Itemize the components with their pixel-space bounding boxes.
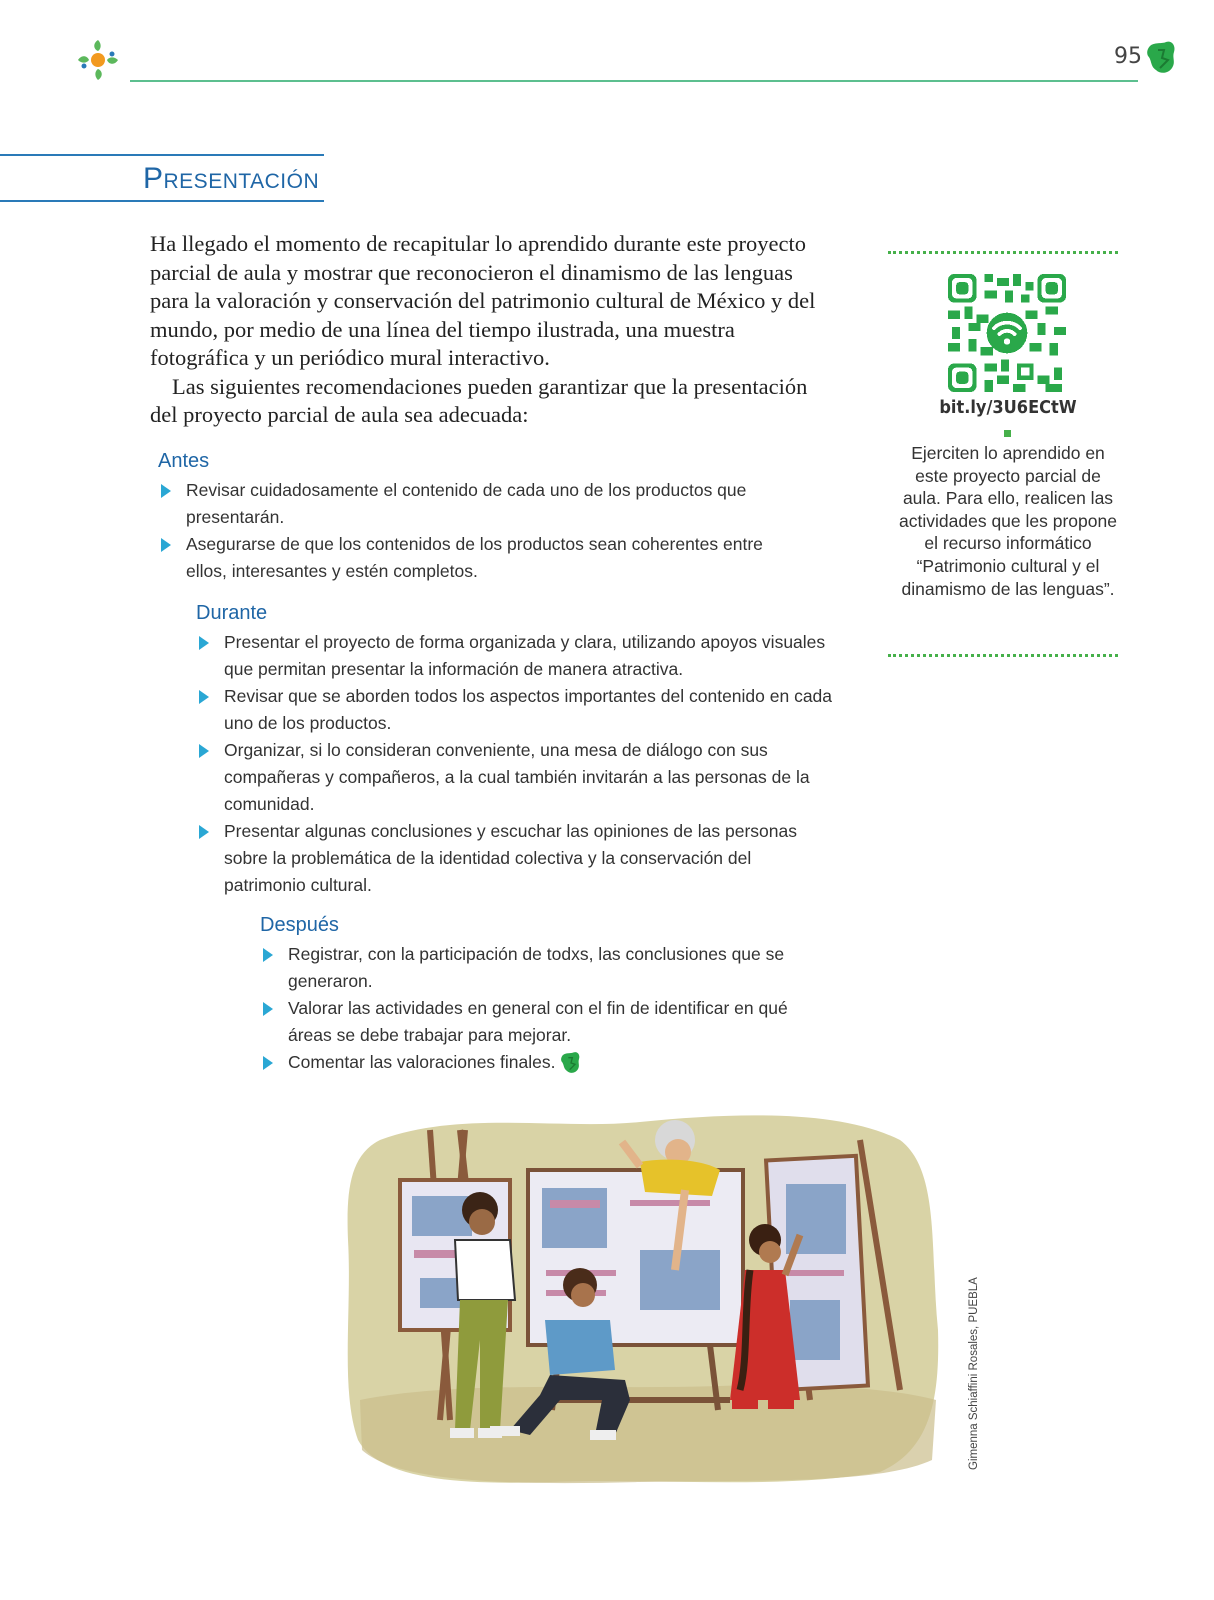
- title-rule-top: [0, 154, 324, 156]
- qr-link[interactable]: bit.ly/3U6ECtW: [939, 397, 1077, 418]
- despues-heading: Después: [260, 914, 339, 936]
- header-rule: [130, 80, 1138, 82]
- qr-code-icon[interactable]: [948, 274, 1066, 392]
- triangle-bullet-icon: [263, 948, 273, 962]
- list-item: Comentar las valoraciones finales.: [260, 1049, 820, 1076]
- flower-logo-icon: [72, 34, 124, 86]
- list-item: Organizar, si lo consideran conveniente, una mesa de diálogo con sus compañeras y compañeros, a la cual también invitarán a las personas de la comunidad.: [196, 737, 836, 818]
- triangle-bullet-icon: [199, 744, 209, 758]
- triangle-bullet-icon: [199, 636, 209, 650]
- triangle-bullet-icon: [161, 484, 171, 498]
- list-item: Presentar algunas conclusiones y escuchar las opiniones de las personas sobre la problemática de la identidad colectiva y la conservación del patrimonio cultural.: [196, 818, 836, 899]
- antes-section: [158, 450, 778, 585]
- sidebar-dotted-rule-bottom: [888, 654, 1118, 657]
- list-item: Valorar las actividades en general con el fin de identificar en qué áreas se debe trabajar para mejorar.: [260, 995, 820, 1049]
- triangle-bullet-icon: [199, 690, 209, 704]
- green-square-marker: [1004, 430, 1011, 437]
- durante-list: [196, 629, 836, 899]
- sidebar-dotted-rule-top: [888, 251, 1118, 254]
- page-number: 95: [1114, 44, 1142, 69]
- students-easels-illustration: [340, 1100, 940, 1485]
- list-item: Revisar que se aborden todos los aspectos importantes del contenido en cada uno de los productos.: [196, 683, 836, 737]
- intro-paragraph-2: Las siguientes recomendaciones pueden garantizar que la presentación del proyecto parcial de aula sea adecuada:: [150, 373, 808, 427]
- triangle-bullet-icon: [161, 538, 171, 552]
- sidebar-text: Ejerciten lo aprendido en este proyecto parcial de aula. Para ello, realicen las actividades que les propone el recurso informático “Patrimonio cultural y el dinamismo de las lenguas”.: [899, 443, 1117, 599]
- antes-heading: Antes: [158, 450, 210, 472]
- list-item: Asegurarse de que los contenidos de los productos sean coherentes entre ellos, interesantes y estén completos.: [158, 531, 778, 585]
- triangle-bullet-icon: [263, 1002, 273, 1016]
- list-item: Presentar el proyecto de forma organizada y clara, utilizando apoyos visuales que permitan presentar la información de manera atractiva.: [196, 629, 836, 683]
- green-glyph-icon: [560, 1051, 582, 1075]
- despues-list: [260, 941, 820, 1076]
- triangle-bullet-icon: [199, 825, 209, 839]
- title-rule-bottom: [0, 200, 324, 202]
- despues-section: [260, 914, 820, 1076]
- durante-heading: Durante: [196, 602, 268, 624]
- illustration-credit: Gimenna Schiaffini Rosales, PUEBLA: [968, 1277, 980, 1470]
- durante-section: [196, 602, 836, 899]
- antes-list: [158, 477, 778, 585]
- green-glyph-icon: [1146, 40, 1178, 76]
- section-title: Presentación: [143, 162, 320, 195]
- intro-paragraph-1: Ha llegado el momento de recapitular lo aprendido durante este proyecto parcial de aula y mostrar que reconocieron el dinamismo de las lenguas para la valoración y conservación del patrimonio cultural de México y del mundo, por medio de una línea del tiempo ilustrada, una muestra fotográfica y un periódico mural interactivo.: [150, 231, 816, 370]
- list-item: Registrar, con la participación de todxs, las conclusiones que se generaron.: [260, 941, 820, 995]
- triangle-bullet-icon: [263, 1056, 273, 1070]
- intro-text: [150, 230, 830, 430]
- list-item: Revisar cuidadosamente el contenido de cada uno de los productos que presentarán.: [158, 477, 778, 531]
